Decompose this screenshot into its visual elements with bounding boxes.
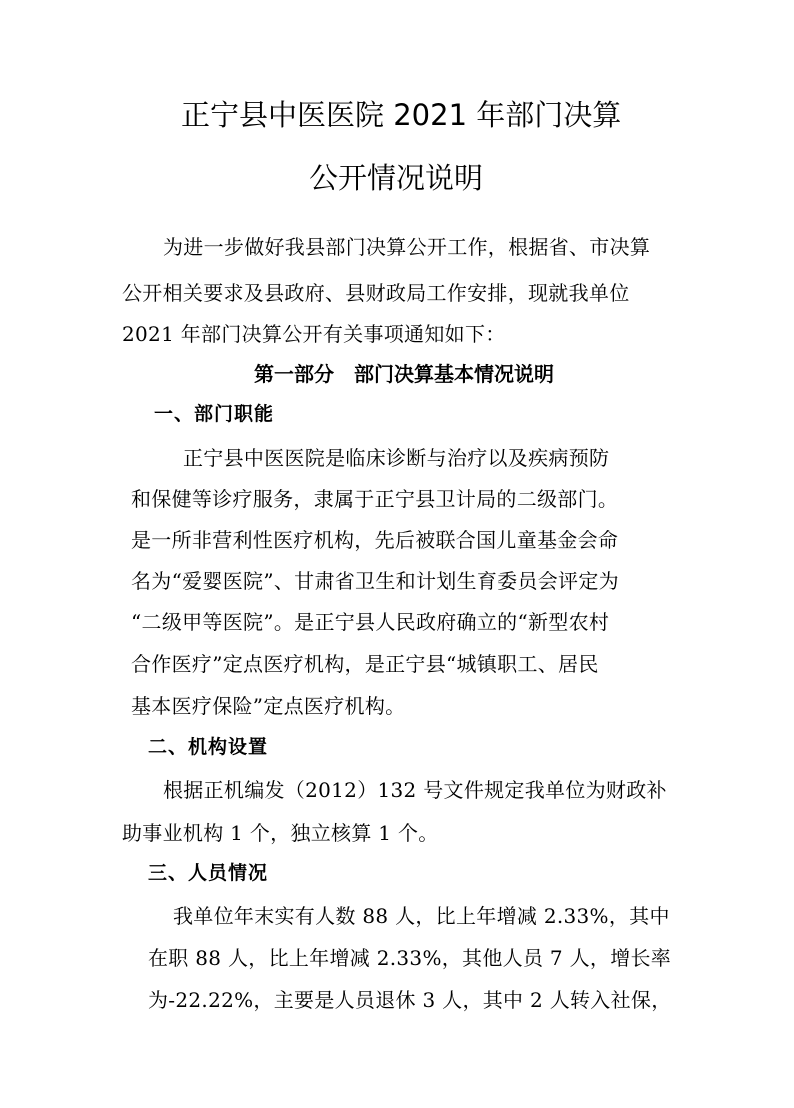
section2-paragraph-line: 助事业机构 1 个，独立核算 1 个。	[122, 821, 439, 845]
section1-paragraph-line: 名为“爱婴医院”、甘肃省卫生和计划生育委员会评定为	[131, 569, 619, 593]
section1-paragraph-line: 合作医疗”定点医疗机构，是正宁县“城镇职工、居民	[131, 652, 599, 676]
section1-paragraph-line: 是一所非营利性医疗机构，先后被联合国儿童基金会命	[131, 528, 619, 552]
section-heading-department-functions: 一、部门职能	[154, 403, 275, 425]
section-heading-staffing: 三、人员情况	[148, 862, 269, 884]
section2-paragraph-line: 根据正机编发（2012）132 号文件规定我单位为财政补	[163, 778, 667, 802]
section3-paragraph-line: 为-22.22%，主要是人员退休 3 人，其中 2 人转入社保，	[148, 988, 672, 1012]
section3-paragraph-line: 我单位年末实有人数 88 人，比上年增减 2.33%，其中	[173, 904, 670, 928]
intro-paragraph-line: 2021 年部门决算公开有关事项通知如下：	[122, 322, 506, 346]
intro-paragraph-line: 为进一步做好我县部门决算公开工作，根据省、市决算	[163, 235, 651, 259]
section3-paragraph-line: 在职 88 人，比上年增减 2.33%，其他人员 7 人，增长率	[148, 946, 672, 970]
section1-paragraph-line: 基本医疗保险”定点医疗机构。	[131, 694, 406, 718]
section-heading-organization-setup: 二、机构设置	[148, 736, 269, 758]
section1-paragraph-line: 和保健等诊疗服务，隶属于正宁县卫计局的二级部门。	[131, 487, 619, 511]
section1-paragraph-line: “二级甲等医院”。是正宁县人民政府确立的“新型农村	[131, 610, 610, 634]
document-title-line-1: 正宁县中医医院 2021 年部门决算	[181, 98, 622, 132]
part-one-heading: 第一部分 部门决算基本情况说明	[254, 362, 554, 386]
intro-paragraph-line: 公开相关要求及县政府、县财政局工作安排，现就我单位	[122, 281, 630, 305]
section1-paragraph-line: 正宁县中医医院是临床诊断与治疗以及疾病预防	[183, 446, 610, 470]
document-title-line-2: 公开情况说明	[309, 161, 484, 195]
